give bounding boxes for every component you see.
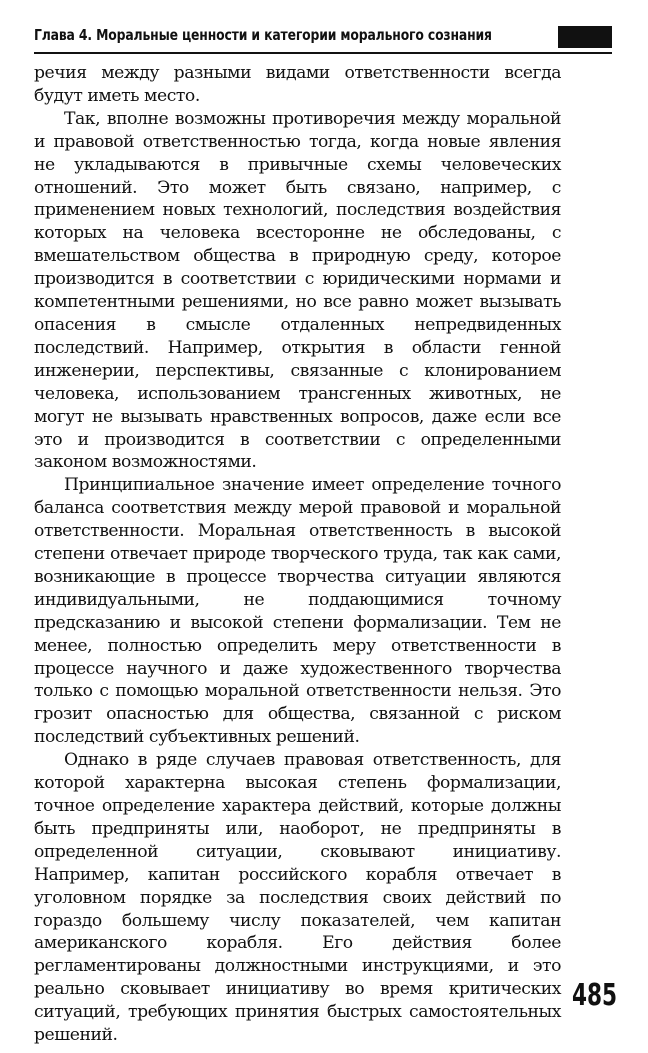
paragraph: Принципиальное значение имеет определение точного баланса соответствия между мерой правовой и моральной ответственности. Моральная ответственность в высокой степени отвечает природе творческого труда, так как сами, возникающие в процессе творчества ситуации являются индивидуальными, не поддающимися точному предсказанию и высокой степени формализации. Тем не менее, полностью определить меру ответственности в процессе научного и даже художественного творчества только с помощью моральной ответственности нельзя. Это грозит опасностью для общества, связанной с риском последствий субъективных решений. — [34, 475, 561, 748]
paragraph: Однако в ряде случаев правовая ответственность, для которой характерна высокая степень формализации, точное определение характера действий, которые должны быть предприняты или, наоборот, не предприняты в определенной ситуации, сковывают инициативу. Например, капитан российского корабля отвечает в уголовном порядке за последствия своих действий по гораздо большему числу показателей, чем капитан американского корабля. Его действия более регламентированы должностными инструкциями, и это реально сковывает инициативу во время критических ситуаций, требующих принятия быстрых самостоятельных решений. — [34, 750, 561, 1046]
paragraph-continued: речия между разными видами ответственности всегда будут иметь место. — [34, 63, 561, 106]
page-number: 485 — [572, 978, 618, 1013]
chapter-title: Глава 4. Моральные ценности и категории морального сознания — [34, 26, 492, 44]
body-text — [34, 62, 561, 1047]
paragraph: Так, вполне возможны противоречия между моральной и правовой ответственностью тогда, когда новые явления не укладываются в привычные схемы человеческих отношений. Это может быть связано, например, с применением новых технологий, последствия воздействия которых на человека всесторонне не обследованы, с вмешательством общества в природную среду, которое производится в соответствии с юридическими нормами и компетентными решениями, но все равно может вызывать опасения в смысле отдаленных непредвиденных последствий. Например, открытия в области генной инженерии, перспективы, связанные с клонированием человека, использованием трансгенных животных, не могут не вызывать нравственных вопросов, даже если все это и производится в соответствии с определенными законом возможностями. — [34, 108, 561, 473]
running-header — [34, 24, 612, 54]
header-rule — [34, 52, 612, 54]
header-black-bar — [558, 26, 612, 48]
